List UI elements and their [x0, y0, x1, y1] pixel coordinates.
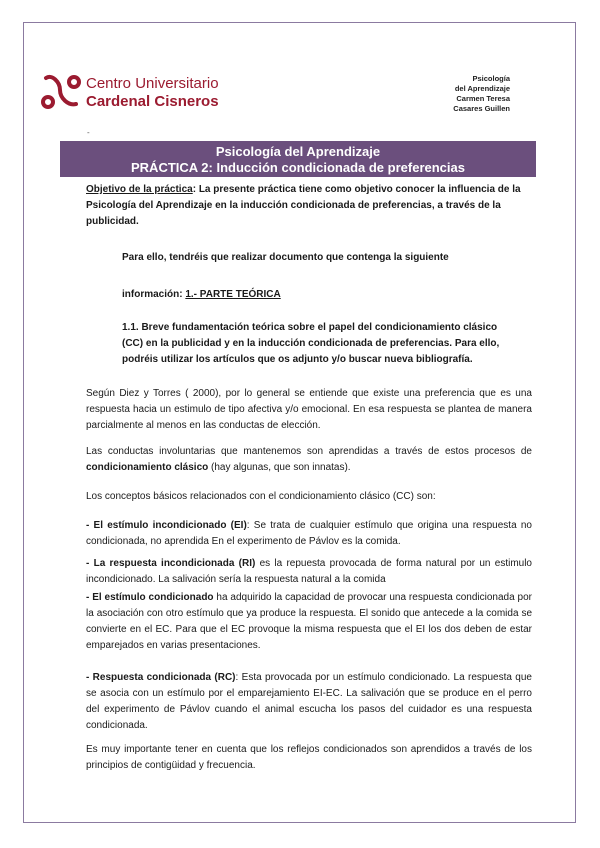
definition-rc-text: : Esta provocada por un estímulo condicionado. La respuesta que se asocia con un estímulo por el emparejamiento EI-EC. La salivación que se produce en el perro del experimento de Pávlov cuando el animal escucha los pasos del cuidador es una respuesta condicionada. — [86, 672, 532, 731]
definition-rc — [86, 670, 532, 734]
header-dash: - — [87, 128, 90, 137]
logo-line-2: Cardenal Cisneros — [86, 93, 219, 110]
title-banner — [60, 141, 536, 177]
definition-ec — [86, 590, 532, 654]
definition-ri-text: es la repuesta provocada de forma natural por un estimulo incondicionado. La salivación sería la respuesta natural a la comida — [86, 558, 532, 585]
header-line: del Aprendizaje — [454, 84, 510, 93]
definition-ec-term: - El estímulo condicionado — [86, 592, 214, 603]
paragraph-2-tail: (hay algunas, que son innatas). — [208, 462, 351, 473]
header-line: Psicología — [472, 74, 510, 83]
objective-paragraph — [86, 182, 532, 230]
definition-ri — [86, 556, 532, 588]
header-author-block — [453, 74, 510, 114]
logo-mark-icon — [40, 72, 82, 112]
logo — [40, 70, 220, 112]
definition-rc-term: - Respuesta condicionada (RC) — [86, 672, 236, 683]
banner-subtitle: PRÁCTICA 2: Inducción condicionada de preferencias — [131, 160, 465, 175]
definition-ec-text: ha adquirido la capacidad de provocar una respuesta condicionada por la asociación con otro estímulo que ya produce la respuesta. El sonido que antecede a la comida se convierte en el EC. Para que el EC provoque la misma respuesta que el EI los dos deben de estar emparejados en varias presentaciones. — [86, 592, 532, 651]
paragraph-last: Es muy importante tener en cuenta que los reflejos condicionados son aprendidos a través de los principios de contigüidad y frecuencia. — [86, 744, 532, 771]
banner-title: Psicología del Aprendizaje — [215, 144, 381, 159]
info-paragraph — [122, 287, 532, 303]
definition-ei-term: - El estímulo incondicionado (EI) — [86, 520, 247, 531]
header-line: Carmen Teresa — [456, 94, 510, 103]
definition-ei — [86, 518, 532, 550]
paragraph-2-text: Las conductas involuntarias que mantenemos son aprendidas a través de estos procesos de — [86, 446, 532, 457]
definition-ei-text: : Se trata de cualquier estímulo que origina una respuesta no condicionada, no aprendida En el experimento de Pávlov es la comida. — [86, 520, 532, 547]
header-line: Casares Guillen — [453, 104, 510, 113]
point-1-1: 1.1. Breve fundamentación teórica sobre el papel del condicionamiento clásico (CC) en la publicidad y en la inducción condicionada de preferencias. Para ello, podréis utilizar los artículos que os adjunto y/o buscar nueva bibliografía. — [122, 322, 500, 365]
logo-line-1: Centro Universitario — [86, 75, 219, 92]
intro-paragraph: Para ello, tendréis que realizar documento que contenga la siguiente — [122, 252, 449, 263]
paragraph-2 — [86, 444, 532, 476]
info-label: información: — [122, 289, 186, 300]
info-part: 1.- PARTE TEÓRICA — [185, 289, 281, 300]
paragraph-3: Los conceptos básicos relacionados con el condicionamiento clásico (CC) son: — [86, 491, 436, 502]
paragraph-1: Según Diez y Torres ( 2000), por lo general se entiende que existe una preferencia que es una respuesta hacia un estimulo de tipo afectiva y/o emocional. En esa respuesta se plantea de manera parcialmente al menos en las conductas de elección. — [86, 388, 532, 431]
objective-text: : La presente práctica tiene como objetivo conocer la influencia de la Psicología del Aprendizaje en la inducción condicionada de preferencias, a través de la publicidad. — [86, 184, 521, 227]
paragraph-2-term: condicionamiento clásico — [86, 462, 209, 473]
objective-label: Objetivo de la práctica — [86, 184, 193, 195]
definition-ri-term: - La respuesta incondicionada (RI) — [86, 558, 256, 569]
